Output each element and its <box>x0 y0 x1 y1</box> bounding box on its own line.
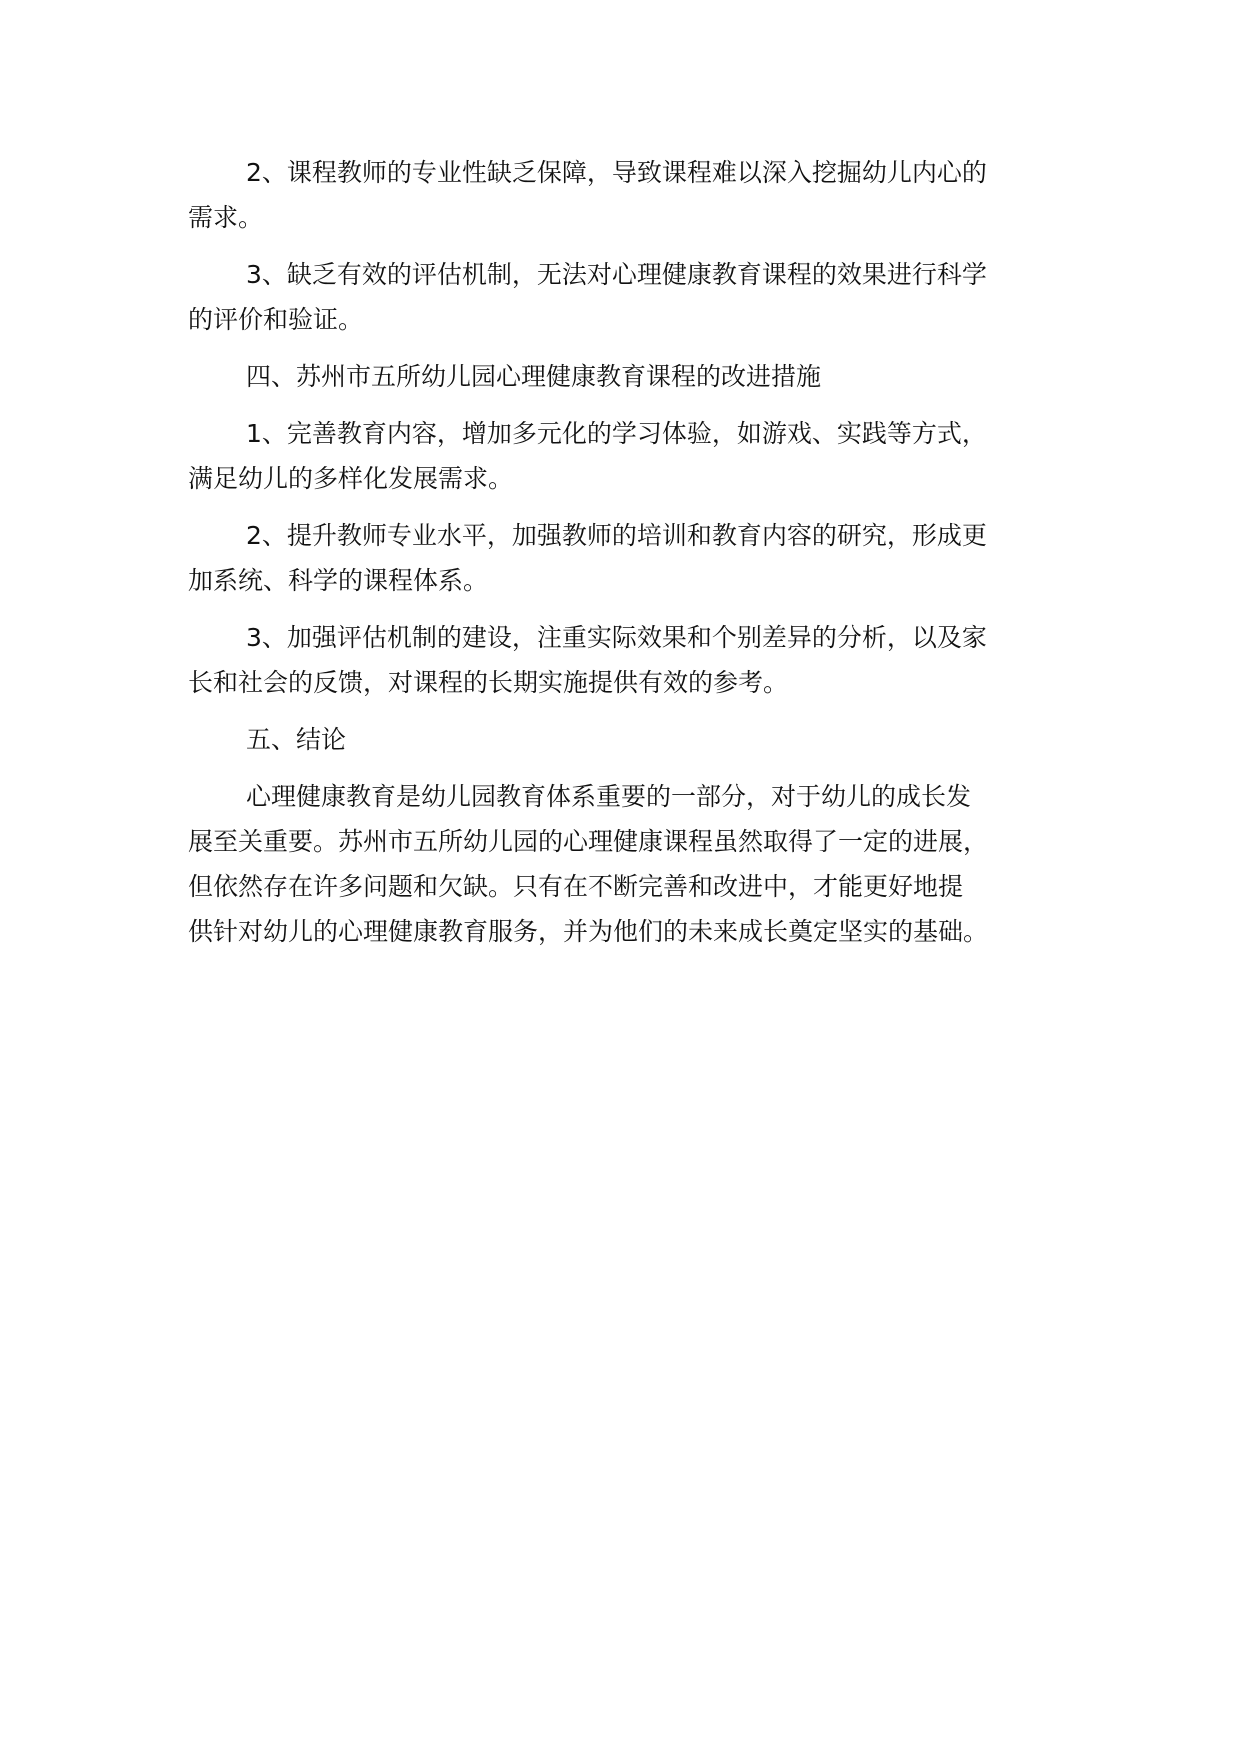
paragraph-issue-teacher-professionalism <box>188 150 1068 240</box>
paragraph-improve-evaluation <box>188 615 1068 705</box>
text-line: 3、缺乏有效的评估机制，无法对心理健康教育课程的效果进行科学 <box>246 260 987 289</box>
heading-text: 四、苏州市五所幼儿园心理健康教育课程的改进措施 <box>246 362 822 391</box>
heading-text: 五、结论 <box>246 725 347 754</box>
text-line: 心理健康教育是幼儿园教育体系重要的一部分，对于幼儿的成长发 <box>246 782 972 811</box>
paragraph-improve-content <box>188 411 1068 501</box>
paragraph-conclusion <box>188 774 1068 954</box>
text-line: 1、完善教育内容，增加多元化的学习体验，如游戏、实践等方式， <box>246 419 987 448</box>
text-line: 满足幼儿的多样化发展需求。 <box>188 464 514 493</box>
section-heading-conclusion <box>188 717 1068 762</box>
paragraph-issue-evaluation <box>188 252 1068 342</box>
text-line: 供针对幼儿的心理健康教育服务，并为他们的未来成长奠定坚实的基础。 <box>188 917 989 946</box>
text-line: 2、课程教师的专业性缺乏保障，导致课程难以深入挖掘幼儿内心的 <box>246 158 987 187</box>
paragraph-improve-teachers <box>188 513 1068 603</box>
text-line: 展至关重要。苏州市五所幼儿园的心理健康课程虽然取得了一定的进展， <box>188 827 989 856</box>
text-line: 但依然存在许多问题和欠缺。只有在不断完善和改进中，才能更好地提 <box>188 872 964 901</box>
text-line: 3、加强评估机制的建设，注重实际效果和个别差异的分析，以及家 <box>246 623 987 652</box>
text-line: 加系统、科学的课程体系。 <box>188 566 489 595</box>
section-heading-improvements <box>188 354 1068 399</box>
text-line: 需求。 <box>188 203 264 232</box>
document-body <box>188 150 1068 966</box>
text-line: 长和社会的反馈，对课程的长期实施提供有效的参考。 <box>188 668 789 697</box>
text-line: 的评价和验证。 <box>188 305 364 334</box>
text-line: 2、提升教师专业水平，加强教师的培训和教育内容的研究，形成更 <box>246 521 987 550</box>
